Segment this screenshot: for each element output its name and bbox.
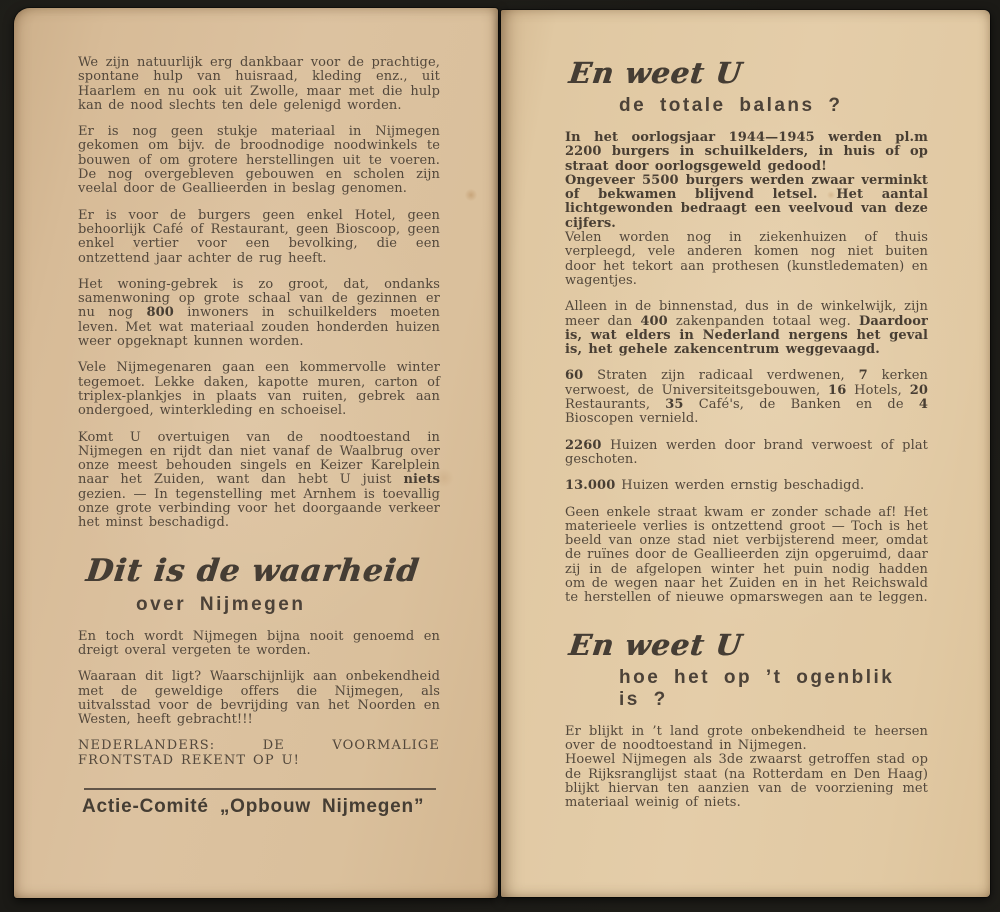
pamphlet-page-left (14, 8, 498, 898)
paragraph-appeal-caps: NEDERLANDERS: DE VOORMALIGE FRONTSTAD REKENT OP U! (78, 738, 440, 768)
paragraph-houses-damaged: 13.000 Huizen werden ernstig beschadigd. (565, 478, 865, 494)
footer-divider-rule (84, 788, 436, 790)
bold-emphasis: 16 (828, 382, 847, 398)
bold-emphasis: 2260 (565, 437, 602, 453)
bold-emphasis: 20 (909, 382, 928, 398)
paragraph-streets-destroyed: 60 Straten zijn radicaal verdwenen, 7 kerken verwoest, de Universiteitsgebouwen, 16 Hotels, 20 Restaurants, 35 Café's, de Banken en de 4 Bioscopen vernield. (565, 368, 928, 427)
bold-emphasis: 7 (858, 368, 868, 384)
bold-emphasis: 60 (565, 368, 584, 384)
bold-emphasis: 800 (146, 305, 174, 321)
paragraph-maimed (565, 174, 928, 231)
bold-emphasis: In het oorlogsjaar 1944—1945 werden pl.m 2200 burgers in schuilkelders, in huis of op straat door oorlogsgeweld gedood! (565, 130, 928, 174)
paragraph-no-material: Er is nog geen stukje materiaal in Nijmegen gekomen om bijv. de broodnodige noodwinkels te bouwen of om grotere herstellingen uit te voeren. De nog overgebleven gebouwen en scholen zijn veelal door de Geallieerden in beslag genomen. (78, 124, 440, 197)
paragraph-no-hotel: Er is voor de burgers geen enkel Hotel, geen behoorlijk Café of Restaurant, geen Bioscoop, geen enkel vertier voor een bevolking, die een ontzettend jaar achter de rug heeft. (78, 207, 440, 266)
bold-emphasis: Ongeveer 5500 burgers werden zwaar verminkt of bekwamen blijvend letsel. Het aantal lichtgewonden bedraagt een veelvoud van deze cijfers. (565, 172, 928, 231)
paragraph-thanks: We zijn natuurlijk erg dankbaar voor de prachtige, spontane hulp van huisraad, kleding enz., uit Haarlem en nu ook uit Zwolle, maar met die hulp kan de nood slechts ten dele gelenigd worden. (78, 55, 440, 113)
paragraph-third-hardest-hit: Hoewel Nijmegen als 3de zwaarst getroffen stad op de Rijksranglijst staat (na Rotterdam en Den Haag) blijkt hiervan ten aanzien van de voorziening met materiaal weinig of niets. (565, 752, 928, 811)
heading-en-weet-u-1: En weet U (567, 56, 745, 90)
paragraph-forgotten: En toch wordt Nijmegen bijna nooit genoemd en dreigt overal vergeten te worden. (78, 628, 440, 658)
page-right-content (501, 10, 990, 810)
bold-emphasis: 400 (640, 313, 668, 329)
paragraph-houses-burned: 2260 Huizen werden door brand verwoest of plat geschoten. (565, 437, 928, 467)
paragraph-unfamiliarity: Er blijkt in ’t land grote onbekendheid te heersen over de noodtoestand in Nijmegen. (565, 723, 928, 753)
subheading-ogenblik: hoe het op ’t ogenblik is ? (619, 666, 895, 710)
bold-emphasis: 13.000 (565, 478, 616, 494)
heading-dit-is-de-waarheid: Dit is de waarheid (84, 552, 422, 589)
page-left-content (14, 8, 498, 818)
subheading-over-nijmegen: over Nijmegen (136, 593, 306, 615)
footer-committee-name: Actie-Comité „Opbouw Nijmegen” (82, 795, 425, 817)
paragraph-unknown-sacrifices: Waaraan dit ligt? Waarschijnlijk aan onbekendheid met de geweldige offers die Nijmegen, als uitvalsstad voor de bevrijding van het Noorden en Westen, heeft gebracht!!! (78, 669, 440, 728)
bold-emphasis: niets (403, 472, 440, 488)
subheading-totale-balans: de totale balans ? (619, 95, 843, 116)
pamphlet-page-right (501, 10, 990, 897)
paragraph-hospitals: Velen worden nog in ziekenhuizen of thuis verpleegd, vele anderen komen nog niet buiten door het tekort aan prothesen (kunstledematen) en wagentjes. (565, 230, 928, 288)
bold-emphasis: 35 (665, 397, 684, 413)
bold-emphasis: 4 (918, 397, 928, 413)
paragraph-waalbrug: Komt U overtuigen van de noodtoestand in Nijmegen en rijdt dan niet vanaf de Waalbrug over onze meest behouden singels en Keizer Karelplein naar het Zuiden, want dan hebt U juist niets gezien. — In tegenstelling met Arnhem is toevallig onze grote verbinding voor het doorgaande verkeer het minst beschadigd. (78, 429, 440, 531)
paragraph-winter: Vele Nijmegenaren gaan een kommervolle winter tegemoet. Lekke daken, kapotte muren, carton of triplex-plankjes in plaats van ruiten, gebrek aan ondergoed, winterkleding en schoeisel. (78, 360, 440, 419)
heading-en-weet-u-2: En weet U (567, 627, 745, 662)
paragraph-war-dead (565, 131, 928, 174)
paragraph-rubble-cleared: Geen enkele straat kwam er zonder schade af! Het materieele verlies is ontzettend groot — Toch is het beeld van onze stad niet verbijsterend meer, omdat de ruïnes door de Geallieerden zijn opgeruimd, daar zij in de afgelopen winter het puin nodig hadden om de wegen naar het Zuiden en in het Reichswald te herstellen of nieuwe opmarswegen aan te leggen. (565, 504, 928, 606)
paragraph-housing-shortage: Het woning-gebrek is zo groot, dat, ondanks samenwoning op grote schaal van de gezinnen er nu nog 800 inwoners in schuilkelders moeten leven. Met wat materiaal zouden honderden huizen weer opgeknapt kunnen worden. (78, 276, 440, 350)
bold-emphasis: Daardoor is, wat elders in Nederland nergens het geval is, het gehele zakencentrum weggevaagd. (565, 313, 929, 358)
paragraph-business-center: Alleen in de binnenstad, dus in de winkelwijk, zijn meer dan 400 zakenpanden totaal weg. Daardoor is, wat elders in Nederland nergens het geval is, het gehele zakencentrum weggevaagd. (565, 299, 929, 358)
